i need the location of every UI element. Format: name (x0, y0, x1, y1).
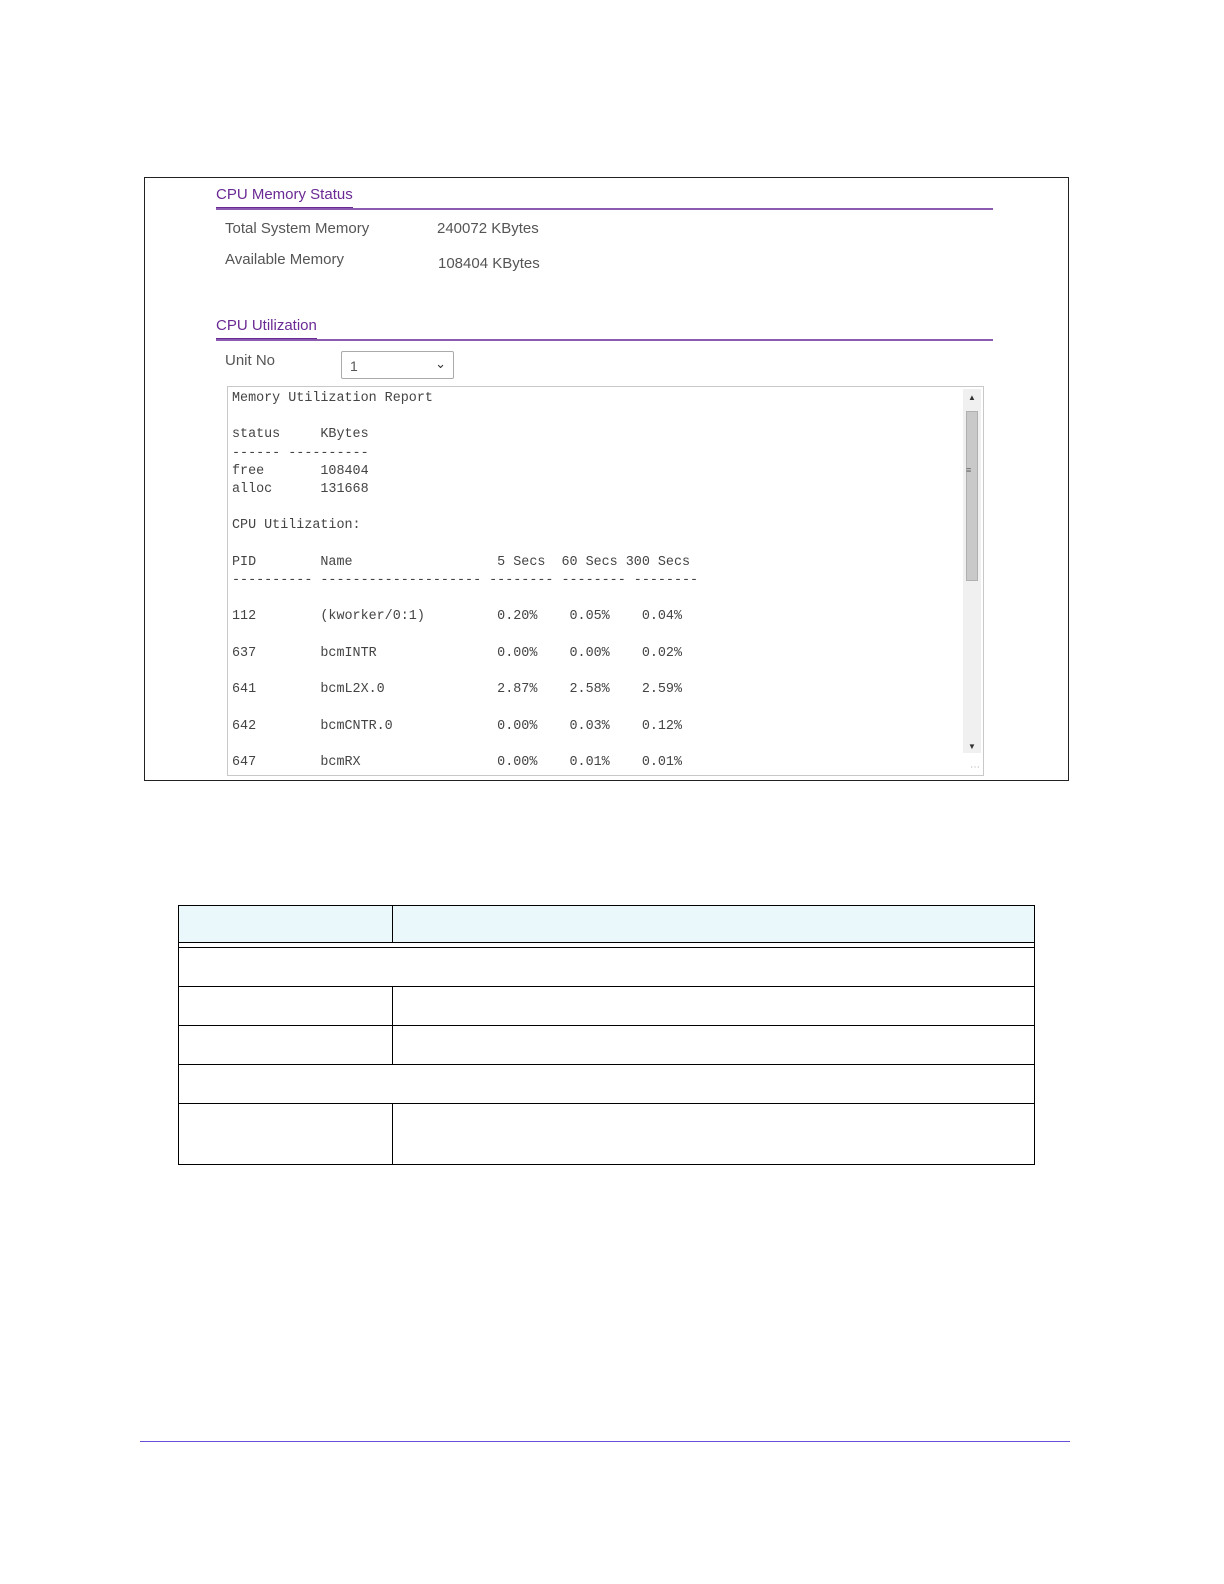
field-description-table (178, 905, 1035, 1165)
utilization-report-text: Memory Utilization Report status KBytes ------ ---------- free 108404 alloc 131668 CPU Utilization: PID Name 5 Secs 60 Secs 300 Secs ---------- -------------------- -------- -------- -------- 112 (kworker/0:1) 0.20% 0.05% 0.04% 637 bcmINTR 0.00% 0.00% 0.02% 641 bcmL2X.0 2.87% 2.58% 2.59% 642 bcmCNTR.0 0.00% 0.03% 0.12% 647 bcmRX 0.00% 0.01% 0.01% (232, 391, 699, 771)
table-header-cell (393, 906, 1035, 943)
memory-status-title: CPU Memory Status (216, 186, 353, 210)
available-memory-label: Available Memory (225, 251, 344, 268)
utilization-report-textarea[interactable] (227, 386, 984, 776)
table-row (179, 987, 1035, 1026)
unit-no-label: Unit No (225, 352, 276, 369)
chevron-down-icon: ⌄ (435, 356, 446, 371)
scroll-thumb[interactable] (966, 411, 978, 581)
total-memory-value: 240072 KBytes (437, 220, 539, 237)
resize-handle-icon[interactable]: ⋯ (970, 762, 980, 773)
total-memory-label: Total System Memory (225, 220, 370, 237)
unit-no-value: 1 (350, 358, 358, 374)
table-cell (179, 1065, 1035, 1104)
scroll-up-arrow-icon[interactable]: ▲ (968, 393, 976, 402)
footer-rule (140, 1441, 1070, 1442)
table-row (179, 1026, 1035, 1065)
table-cell (393, 1104, 1035, 1165)
table-row (179, 1104, 1035, 1165)
available-memory-value: 108404 KBytes (438, 255, 540, 272)
scroll-grip-icon: ≡ (966, 465, 972, 475)
scroll-down-arrow-icon[interactable]: ▼ (968, 742, 976, 751)
table-section-row (179, 948, 1035, 987)
table-section-row (179, 1065, 1035, 1104)
table-cell (179, 1104, 393, 1165)
table-cell (393, 987, 1035, 1026)
memory-status-divider (216, 208, 993, 210)
table-cell (179, 948, 1035, 987)
unit-no-select[interactable] (341, 351, 454, 379)
table-header-cell (179, 906, 393, 943)
table-cell (393, 1026, 1035, 1065)
cpu-utilization-divider (216, 339, 993, 341)
table-header-row (179, 906, 1035, 943)
table-cell (179, 1026, 393, 1065)
report-scrollbar[interactable] (963, 389, 981, 753)
cpu-status-screenshot (144, 177, 1069, 781)
table-cell (179, 987, 393, 1026)
cpu-utilization-title: CPU Utilization (216, 317, 317, 341)
